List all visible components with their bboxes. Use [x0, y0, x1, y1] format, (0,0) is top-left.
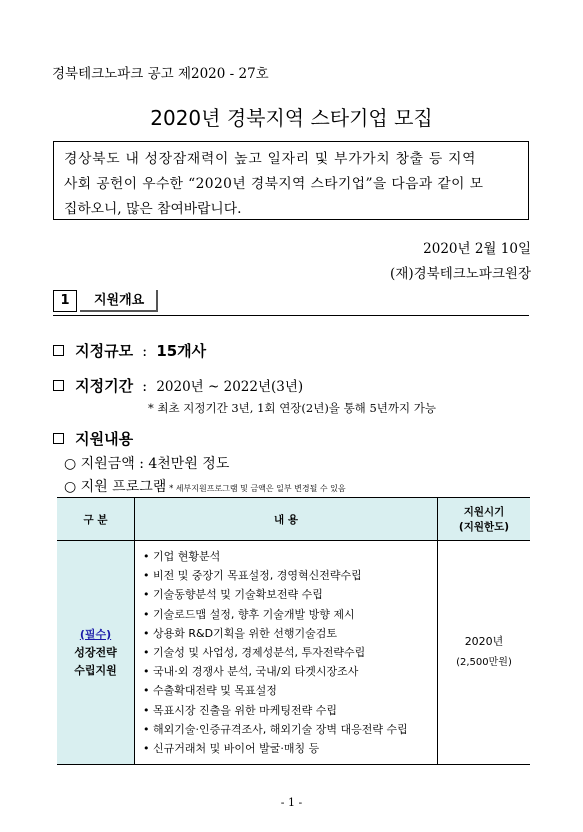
intro-line: 경상북도 내 성장잠재력이 높고 일자리 및 부가가치 창출 등 지역 — [64, 151, 477, 167]
timing-year: 2020년 — [464, 635, 504, 649]
header-timing-line: (지원한도) — [458, 521, 510, 533]
section-divider — [53, 315, 529, 316]
list-item: • 수출확대전략 및 목표설정 — [143, 681, 429, 700]
notice-number: 경북테크노파크 공고 제2020 - 27호 — [52, 66, 269, 82]
category-line: 성장전략 — [74, 645, 117, 659]
program-row — [64, 476, 346, 496]
header-timing-line: 지원시기 — [463, 506, 505, 518]
timing-limit: (2,500만원) — [456, 657, 512, 669]
list-item: • 신규거래처 및 바이어 발굴·매칭 등 — [143, 739, 429, 758]
scale-label: 지정규모 — [75, 342, 134, 360]
row-content — [135, 541, 438, 765]
row-category — [57, 541, 135, 765]
header-content: 내 용 — [135, 498, 438, 541]
list-item: • 국내·외 경쟁사 분석, 국내/외 타겟시장조사 — [143, 662, 429, 681]
period-note: * 최초 지정기간 3년, 1회 연장(2년)을 통해 5년까지 가능 — [148, 401, 436, 415]
period-label: 지정기간 — [75, 377, 134, 395]
content-list — [143, 547, 429, 758]
intro-box — [53, 141, 529, 220]
list-item: • 기업 현황분석 — [143, 547, 429, 566]
table-header-row — [57, 498, 530, 541]
document-date: 2020년 2월 10일 — [423, 241, 531, 257]
content-row — [53, 428, 133, 449]
list-item: • 목표시장 진출을 위한 마케팅전략 수립 — [143, 701, 429, 720]
list-item: • 기술동향분석 및 기술확보전략 수립 — [143, 585, 429, 604]
content-label: 지원내용 — [75, 430, 134, 448]
header-category: 구 분 — [57, 498, 135, 541]
intro-line: 사회 공헌이 우수한 “2020년 경북지역 스타기업”을 다음과 같이 모 — [64, 176, 484, 192]
scale-row — [53, 340, 206, 361]
header-timing — [438, 498, 531, 541]
period-separator: : — [142, 377, 148, 395]
list-item: • 해외기술·인증규격조사, 해외기술 장벽 대응전략 수립 — [143, 720, 429, 739]
support-table — [57, 497, 530, 765]
section-number: 1 — [53, 290, 77, 312]
intro-line: 집하오니, 많은 참여바랍니다. — [64, 201, 242, 217]
list-item: • 상용화 R&D기획을 위한 선행기술검토 — [143, 624, 429, 643]
list-item: • 기술로드맵 설정, 향후 기술개발 방향 제시 — [143, 605, 429, 624]
checkbox-square-icon — [53, 433, 64, 444]
page-number: - 1 - — [280, 796, 303, 809]
program-label: ○ 지원 프로그램 — [64, 479, 167, 495]
period-row — [53, 375, 303, 396]
row-timing — [438, 541, 531, 765]
list-item: • 기술성 및 사업성, 경제성분석, 투자전략수립 — [143, 643, 429, 662]
required-tag: (필수) — [79, 627, 112, 641]
checkbox-square-icon — [53, 345, 64, 356]
document-issuer: (재)경북테크노파크원장 — [390, 266, 531, 282]
scale-separator: : — [142, 342, 148, 360]
checkbox-square-icon — [53, 380, 64, 391]
scale-value: 15개사 — [156, 342, 207, 360]
list-item: • 비전 및 중장기 목표설정, 경영혁신전략수립 — [143, 566, 429, 585]
amount-row: ○ 지원금액 : 4천만원 정도 — [64, 456, 230, 472]
period-value: 2020년 ~ 2022년(3년) — [156, 379, 304, 395]
table-row — [57, 541, 530, 765]
section-title: 지원개요 — [80, 290, 158, 312]
program-note: * 세부지원프로그램 및 금액은 일부 변경될 수 있음 — [169, 484, 346, 493]
category-line: 수립지원 — [74, 663, 117, 677]
document-title: 2020년 경북지역 스타기업 모집 — [150, 106, 433, 130]
